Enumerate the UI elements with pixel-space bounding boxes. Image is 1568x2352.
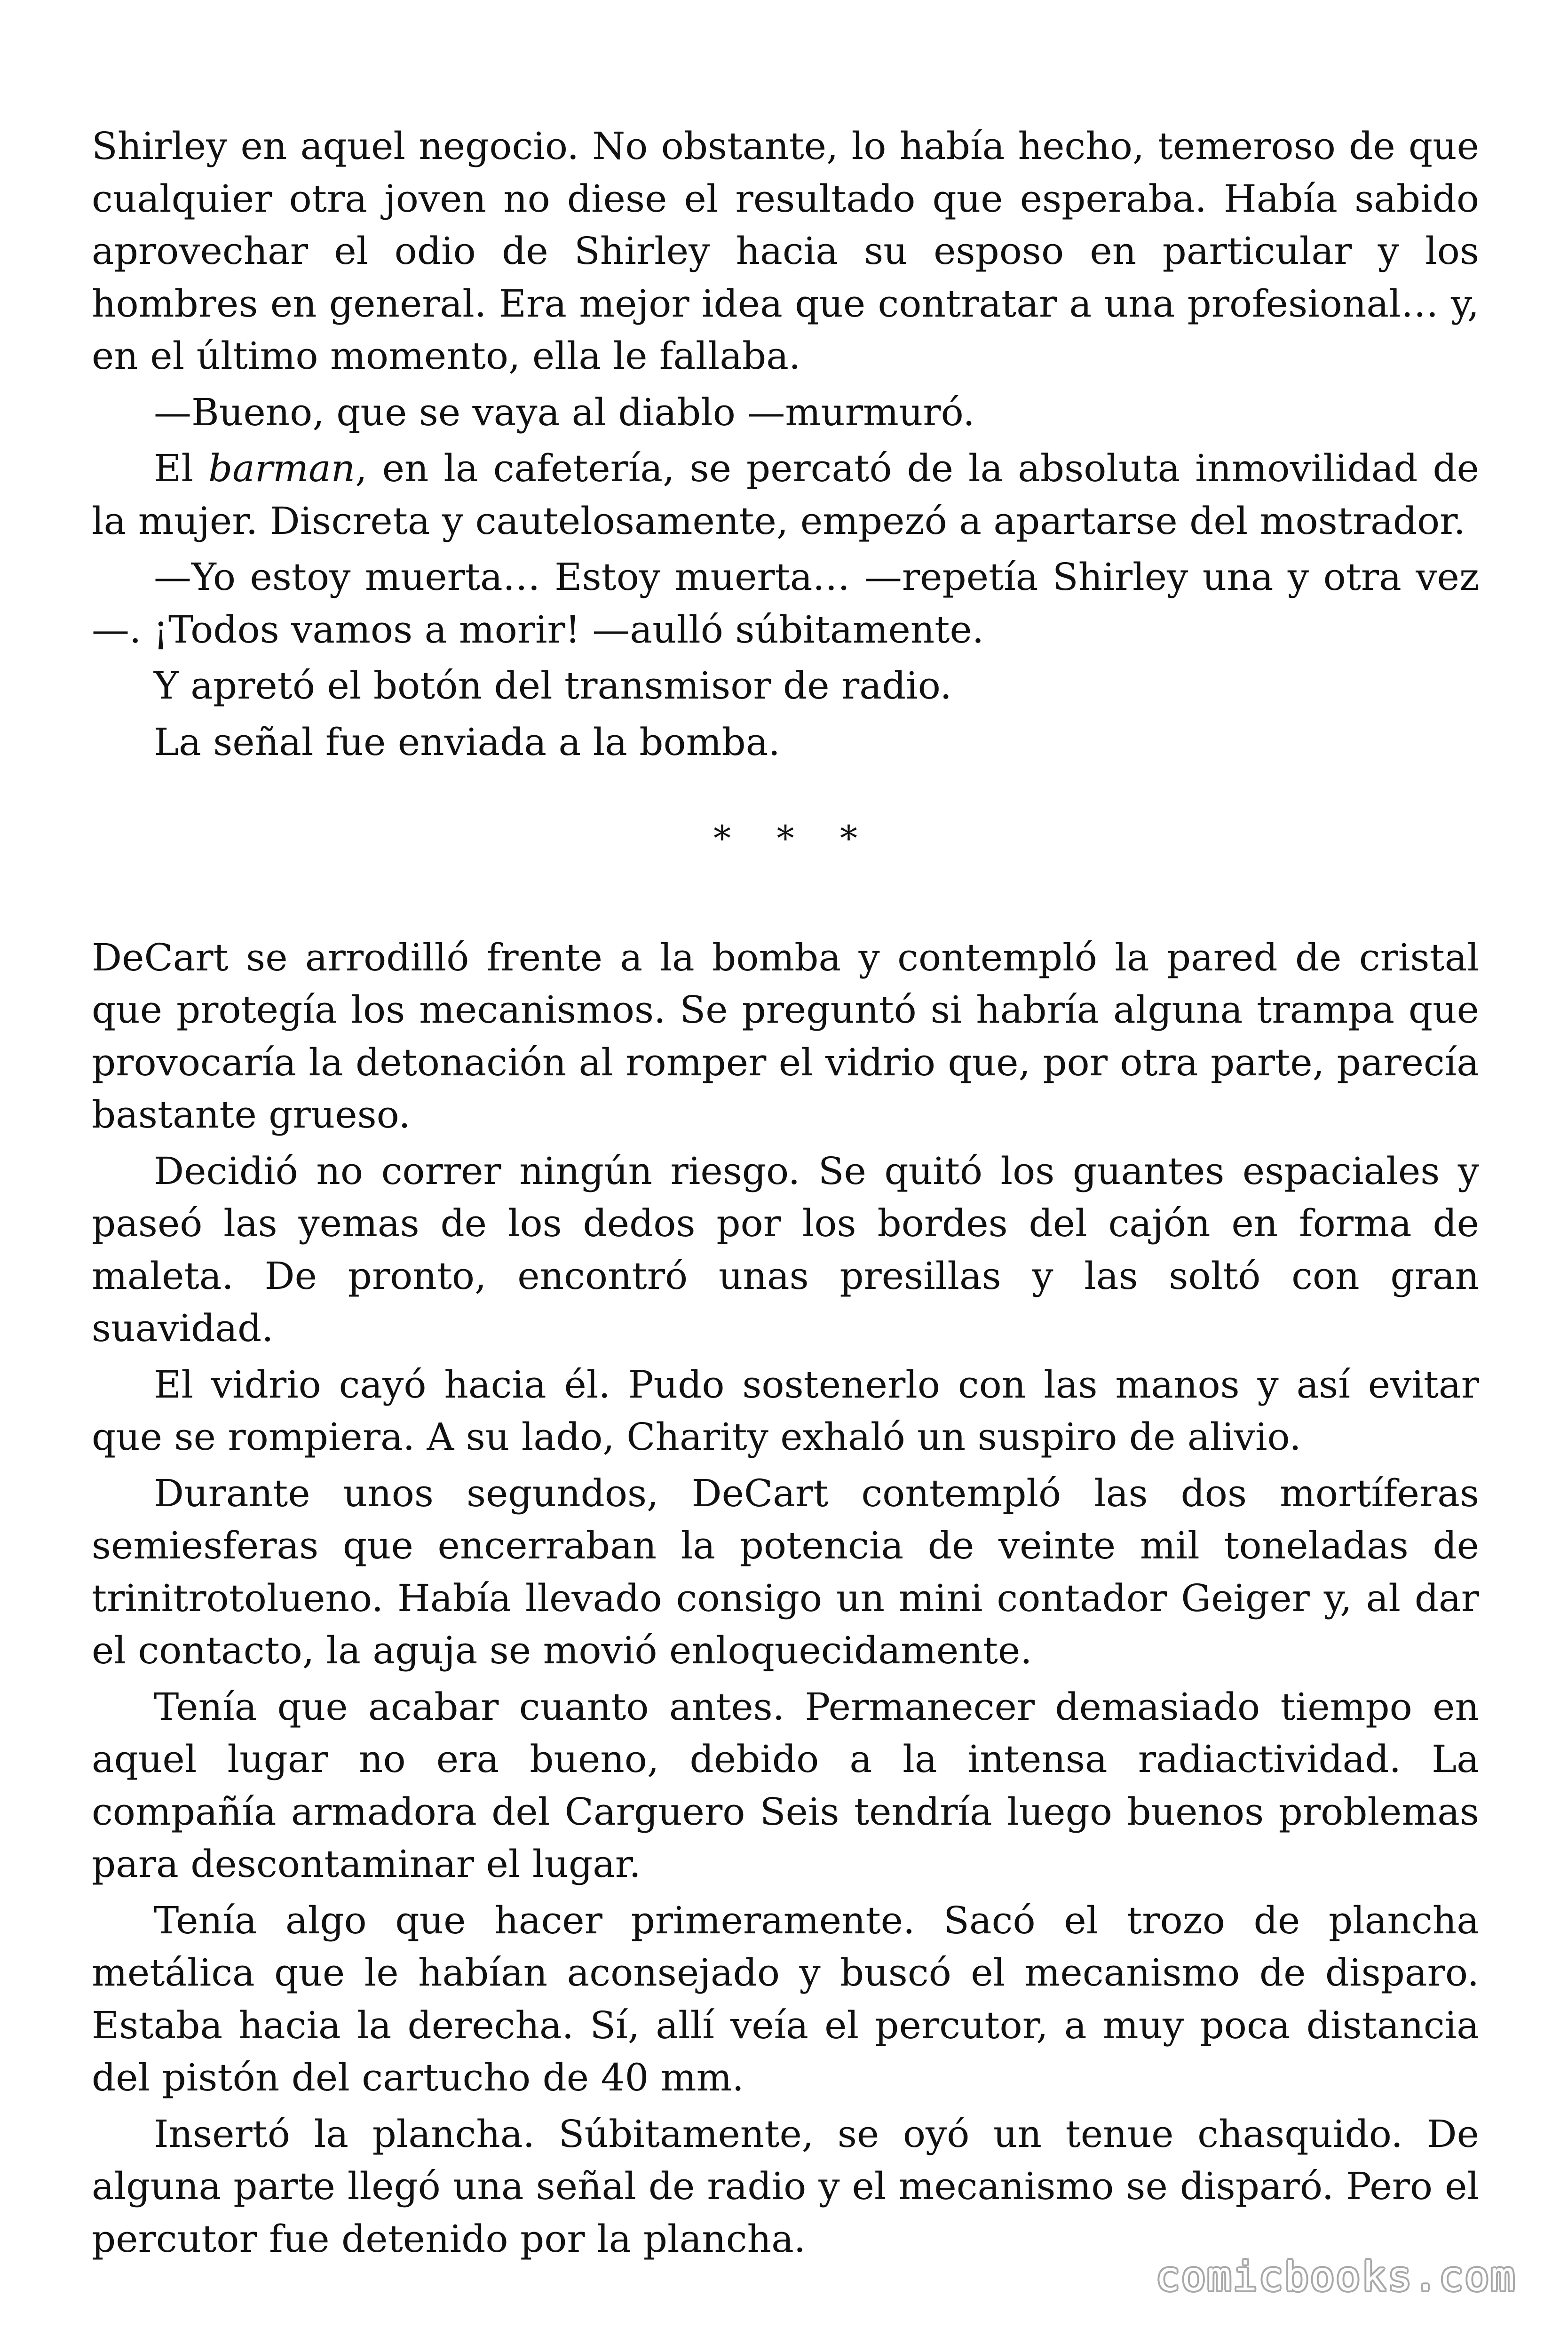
paragraph: Decidió no correr ningún riesgo. Se quitó los guantes espaciales y paseó las yemas de los dedos por los bordes del cajón en forma de maleta. De pronto, encontró unas presillas y las soltó con gran suavidad.: [92, 1149, 1479, 1350]
scene-break: * * *: [713, 818, 875, 859]
italic-word: barman: [208, 446, 356, 490]
paragraph: [92, 442, 1479, 547]
paragraph: —Bueno, que se vaya al diablo —murmuró.: [154, 390, 975, 434]
paragraph: Tenía algo que hacer primeramente. Sacó el trozo de plancha metálica que le habían aconsejado y buscó el mecanismo de disparo. Estaba hacia la derecha. Sí, allí veía el percutor, a muy poca distancia del pistón del cartucho de 40 mm.: [92, 1898, 1479, 2099]
paragraph: Durante unos segundos, DeCart contempló las dos mortíferas semiesferas que encerraban la potencia de veinte mil toneladas de trinitrotolueno. Había llevado consigo un mini contador Geiger y, al dar el contacto, la aguja se movió enloquecidamente.: [92, 1471, 1479, 1672]
book-page: [92, 120, 1479, 2265]
paragraph: Tenía que acabar cuanto antes. Permanecer demasiado tiempo en aquel lugar no era bueno, debido a la intensa radiactividad. La compañía armadora del Carguero Seis tendría luego buenos problemas para descontaminar el lugar.: [92, 1685, 1479, 1886]
paragraph-text: , en la cafetería, se percató de la absoluta inmovilidad de la mujer. Discreta y cautelosamente, empezó a apartarse del mostrador.: [92, 446, 1479, 543]
paragraph: El vidrio cayó hacia él. Pudo sostenerlo con las manos y así evitar que se rompiera. A su lado, Charity exhaló un suspiro de alivio.: [92, 1362, 1479, 1459]
paragraph: Shirley en aquel negocio. No obstante, lo había hecho, temeroso de que cualquier otra joven no diese el resultado que esperaba. Había sabido aprovechar el odio de Shirley hacia su esposo en particular y los hombres en general. Era mejor idea que contratar a una profesional… y, en el último momento, ella le fallaba.: [92, 124, 1479, 378]
paragraph: La señal fue enviada a la bomba.: [154, 720, 780, 764]
paragraph: DeCart se arrodilló frente a la bomba y contempló la pared de cristal que protegía los mecanismos. Se preguntó si habría alguna trampa que provocaría la detonación al romper el vidrio que, por otra parte, parecía bastante grueso.: [92, 935, 1479, 1136]
watermark: comicbooks.com: [1156, 2253, 1516, 2300]
paragraph: —Yo estoy muerta… Estoy muerta… —repetía Shirley una y otra vez—. ¡Todos vamos a morir! —aulló súbitamente.: [92, 555, 1479, 652]
paragraph-text: El: [154, 446, 208, 490]
paragraph: Insertó la plancha. Súbitamente, se oyó un tenue chasquido. De alguna parte llegó una señal de radio y el mecanismo se disparó. Pero el percutor fue detenido por la plancha.: [92, 2112, 1479, 2261]
paragraph: Y apretó el botón del transmisor de radio.: [154, 664, 952, 707]
